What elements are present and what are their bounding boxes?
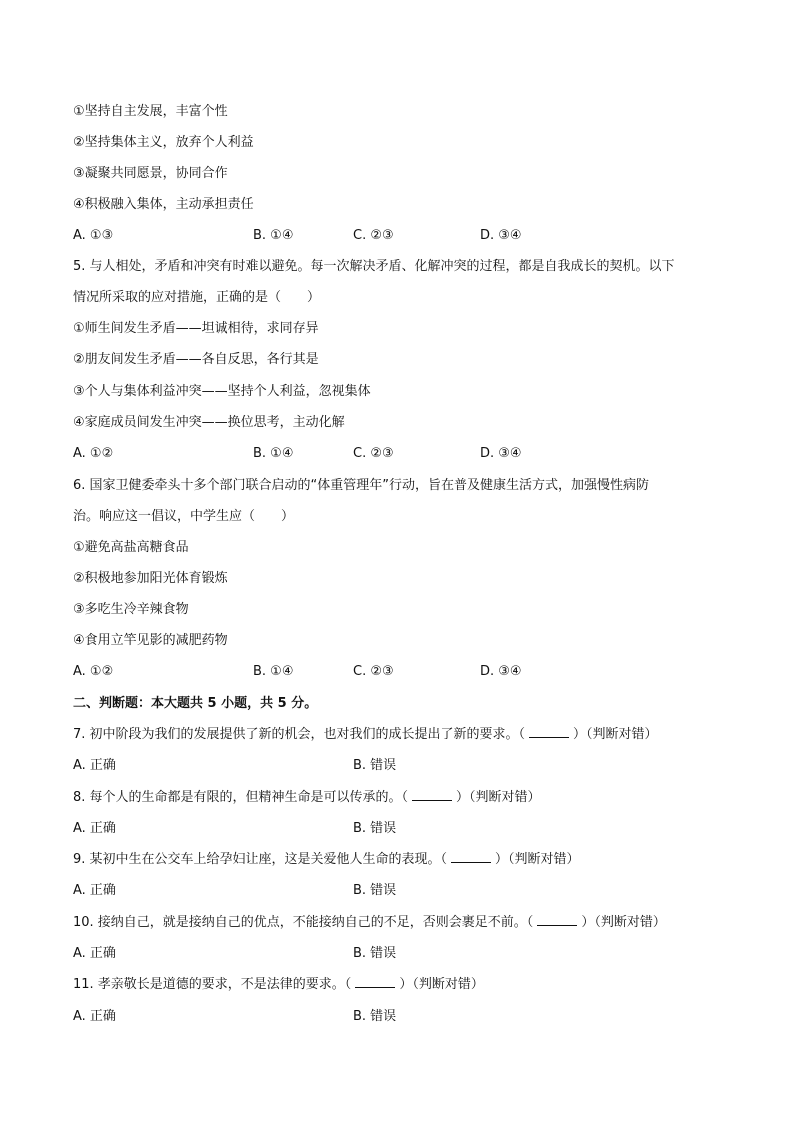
q11-option-true[interactable]: A. 正确 (73, 1009, 116, 1024)
q10-options (73, 944, 733, 964)
q9-stem-suffix: ）（判断对错） (495, 852, 580, 867)
q11-stem (73, 975, 733, 995)
q5-item-4: ④家庭成员间发生冲突——换位思考，主动化解 (73, 415, 345, 430)
q6-option-d[interactable]: D. ③④ (480, 664, 522, 679)
q7-options (73, 756, 733, 776)
q4-option-a[interactable]: A. ①③ (73, 228, 114, 243)
q8-option-false[interactable]: B. 错误 (353, 821, 397, 836)
q6-item-2: ②积极地参加阳光体育锻炼 (73, 571, 228, 586)
q6-stem-line2: 治。响应这一倡议，中学生应（ ） (73, 509, 295, 524)
q5-item-1: ①师生间发生矛盾——坦诚相待，求同存异 (73, 321, 319, 336)
q4-item-1: ①坚持自主发展，丰富个性 (73, 104, 228, 119)
q9-options (73, 881, 733, 901)
q7-option-false[interactable]: B. 错误 (353, 758, 397, 773)
q6-item-3: ③多吃生冷辛辣食物 (73, 602, 189, 617)
q7-answer-blank[interactable] (529, 725, 569, 738)
q6-option-a[interactable]: A. ①② (73, 664, 114, 679)
q5-stem-line2: 情况所采取的应对措施，正确的是（ ） (73, 290, 321, 305)
q8-option-true[interactable]: A. 正确 (73, 821, 116, 836)
q5-stem-line1: 5. 与人相处，矛盾和冲突有时难以避免。每一次解决矛盾、化解冲突的过程，都是自我成长的契机。以下 (73, 259, 675, 274)
q11-stem-suffix: ）（判断对错） (399, 977, 484, 992)
q10-option-true[interactable]: A. 正确 (73, 946, 116, 961)
q4-option-b[interactable]: B. ①④ (253, 228, 294, 243)
q5-item-3: ③个人与集体利益冲突——坚持个人利益，忽视集体 (73, 384, 371, 399)
q10-option-false[interactable]: B. 错误 (353, 946, 397, 961)
q4-item-4: ④积极融入集体，主动承担责任 (73, 197, 254, 212)
q4-item-3: ③凝聚共同愿景，协同合作 (73, 166, 228, 181)
q6-option-c[interactable]: C. ②③ (353, 664, 394, 679)
q4-option-d[interactable]: D. ③④ (480, 228, 522, 243)
q9-option-true[interactable]: A. 正确 (73, 883, 116, 898)
q5-option-b[interactable]: B. ①④ (253, 446, 294, 461)
q9-option-false[interactable]: B. 错误 (353, 883, 397, 898)
q10-stem (73, 913, 733, 933)
q11-options (73, 1007, 733, 1027)
q5-options (73, 444, 733, 464)
q9-stem-text: 9. 某初中生在公交车上给孕妇让座，这是关爱他人生命的表现。（ (73, 852, 448, 867)
q7-stem-text: 7. 初中阶段为我们的发展提供了新的机会，也对我们的成长提出了新的要求。（ (73, 727, 526, 742)
q9-answer-blank[interactable] (451, 850, 491, 863)
q11-answer-blank[interactable] (355, 975, 395, 988)
q7-stem (73, 725, 733, 745)
section-2-heading: 二、判断题：本大题共 5 小题，共 5 分。 (73, 696, 318, 711)
q10-answer-blank[interactable] (537, 913, 577, 926)
q6-item-1: ①避免高盐高糖食品 (73, 540, 189, 555)
q11-option-false[interactable]: B. 错误 (353, 1009, 397, 1024)
q8-stem-suffix: ）（判断对错） (456, 790, 541, 805)
q4-options (73, 226, 733, 246)
q10-stem-text: 10. 接纳自己，就是接纳自己的优点，不能接纳自己的不足，否则会裹足不前。（ (73, 915, 534, 930)
q6-options (73, 662, 733, 682)
q5-item-2: ②朋友间发生矛盾——各自反思，各行其是 (73, 352, 319, 367)
q8-stem-text: 8. 每个人的生命都是有限的，但精神生命是可以传承的。（ (73, 790, 409, 805)
q5-option-d[interactable]: D. ③④ (480, 446, 522, 461)
q7-option-true[interactable]: A. 正确 (73, 758, 116, 773)
q8-options (73, 819, 733, 839)
q8-stem (73, 788, 733, 808)
q10-stem-suffix: ）（判断对错） (581, 915, 666, 930)
q9-stem (73, 850, 733, 870)
q8-answer-blank[interactable] (412, 788, 452, 801)
q4-option-c[interactable]: C. ②③ (353, 228, 394, 243)
q6-option-b[interactable]: B. ①④ (253, 664, 294, 679)
q5-option-a[interactable]: A. ①② (73, 446, 114, 461)
q4-item-2: ②坚持集体主义，放弃个人利益 (73, 135, 254, 150)
q6-stem-line1: 6. 国家卫健委牵头十多个部门联合启动的“体重管理年”行动，旨在普及健康生活方式，加强慢性病防 (73, 478, 650, 493)
q11-stem-text: 11. 孝亲敬长是道德的要求，不是法律的要求。（ (73, 977, 352, 992)
q7-stem-suffix: ）（判断对错） (573, 727, 658, 742)
q5-option-c[interactable]: C. ②③ (353, 446, 394, 461)
q6-item-4: ④食用立竿见影的减肥药物 (73, 633, 228, 648)
